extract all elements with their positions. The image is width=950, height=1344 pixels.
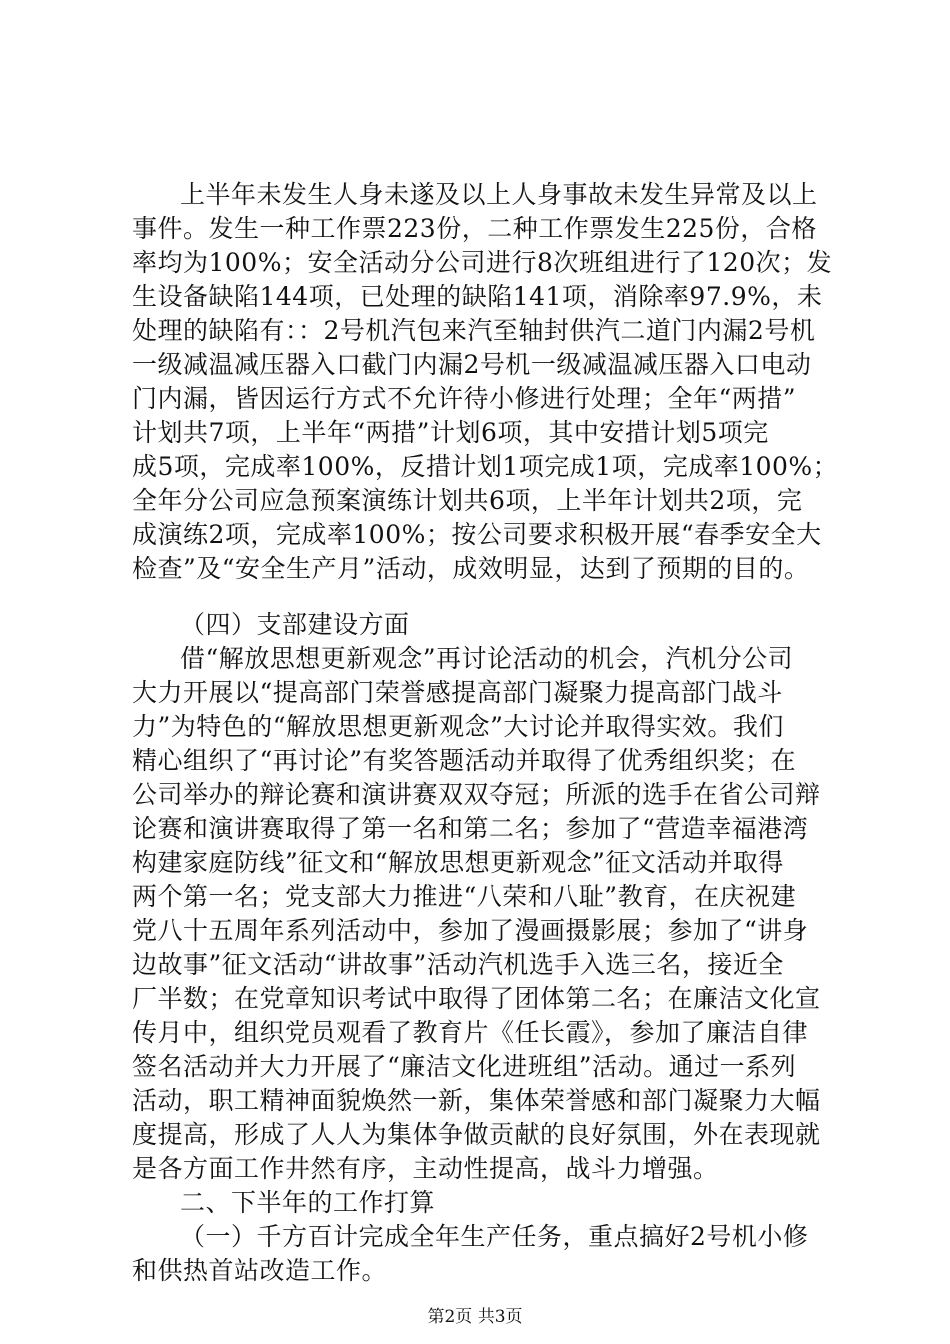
text-line: 事件。发生一种工作票223份，二种工作票发生225份，合格 [132,214,817,243]
text-line: 生设备缺陷144项，已处理的缺陷141项，消除率97.9%，未 [132,282,823,311]
text-line: 大力开展以“提高部门荣誉感提高部门凝聚力提高部门战斗 [132,678,783,707]
text-line: 精心组织了“再讨论”有奖答题活动并取得了优秀组织奖；在 [132,746,797,775]
text-line: 成演练2项，完成率100%；按公司要求积极开展“春季安全大 [132,520,822,549]
text-line: 全年分公司应急预案演练计划共6项，上半年计划共2项，完 [132,486,803,515]
text-line: 率均为100%；安全活动分公司进行8次班组进行了120次；发 [132,248,833,277]
text-line: 计划共7项，上半年“两措”计划6项，其中安措计划5项完 [132,418,769,447]
text-line: 借“解放思想更新观念”再讨论活动的机会，汽机分公司 [180,644,794,673]
page-footer: 第2页 共3页 [427,1307,523,1327]
text-line: 公司举办的辩论赛和演讲赛双双夺冠；所派的选手在省公司辩 [132,780,821,809]
text-line: 边故事”征文活动“讲故事”活动汽机选手入选三名，接近全 [132,950,784,979]
text-line: （四）支部建设方面 [180,610,410,639]
text-line: 党八十五周年系列活动中，参加了漫画摄影展；参加了“讲身 [132,916,809,945]
text-line: 处理的缺陷有：：2号机汽包来汽至轴封供汽二道门内漏2号机 [132,316,816,345]
text-line: 成5项，完成率100%，反措计划1项完成1项，完成率100%； [132,452,839,481]
text-line: 上半年未发生人身未遂及以上人身事故未发生异常及以上 [180,180,818,209]
text-line: 构建家庭防线”征文和“解放思想更新观念”征文活动并取得 [132,848,784,877]
text-line: 签名活动并大力开展了“廉洁文化进班组”活动。通过一系列 [132,1052,797,1081]
text-line: （一）千方百计完成全年生产任务，重点搞好2号机小修 [180,1222,809,1251]
text-line: 检查”及“安全生产月”活动，成效明显，达到了预期的目的。 [132,554,810,583]
text-line: 一级减温减压器入口截门内漏2号机一级减温减压器入口电动 [132,350,812,379]
text-line: 厂半数；在党章知识考试中取得了团体第二名；在廉洁文化宣 [132,984,821,1013]
text-line: 度提高，形成了人人为集体争做贡献的良好氛围，外在表现就 [132,1120,821,1149]
text-line: 是各方面工作井然有序，主动性提高，战斗力增强。 [132,1154,719,1183]
text-line: 门内漏，皆因运行方式不允许待小修进行处理；全年“两措” [132,384,797,413]
text-line: 传月中，组织党员观看了教育片《任长霞》，参加了廉洁自律 [132,1018,809,1047]
text-line: 二、下半年的工作打算 [180,1188,436,1217]
text-line: 论赛和演讲赛取得了第一名和第二名；参加了“营造幸福港湾 [132,814,809,843]
text-line: 和供热首站改造工作。 [132,1256,388,1285]
text-line: 力”为特色的“解放思想更新观念”大讨论并取得实效。我们 [132,712,784,741]
text-line: 活动，职工精神面貌焕然一新，集体荣誉感和部门凝聚力大幅 [132,1086,821,1115]
text-line: 两个第一名；党支部大力推进“八荣和八耻”教育，在庆祝建 [132,882,797,911]
